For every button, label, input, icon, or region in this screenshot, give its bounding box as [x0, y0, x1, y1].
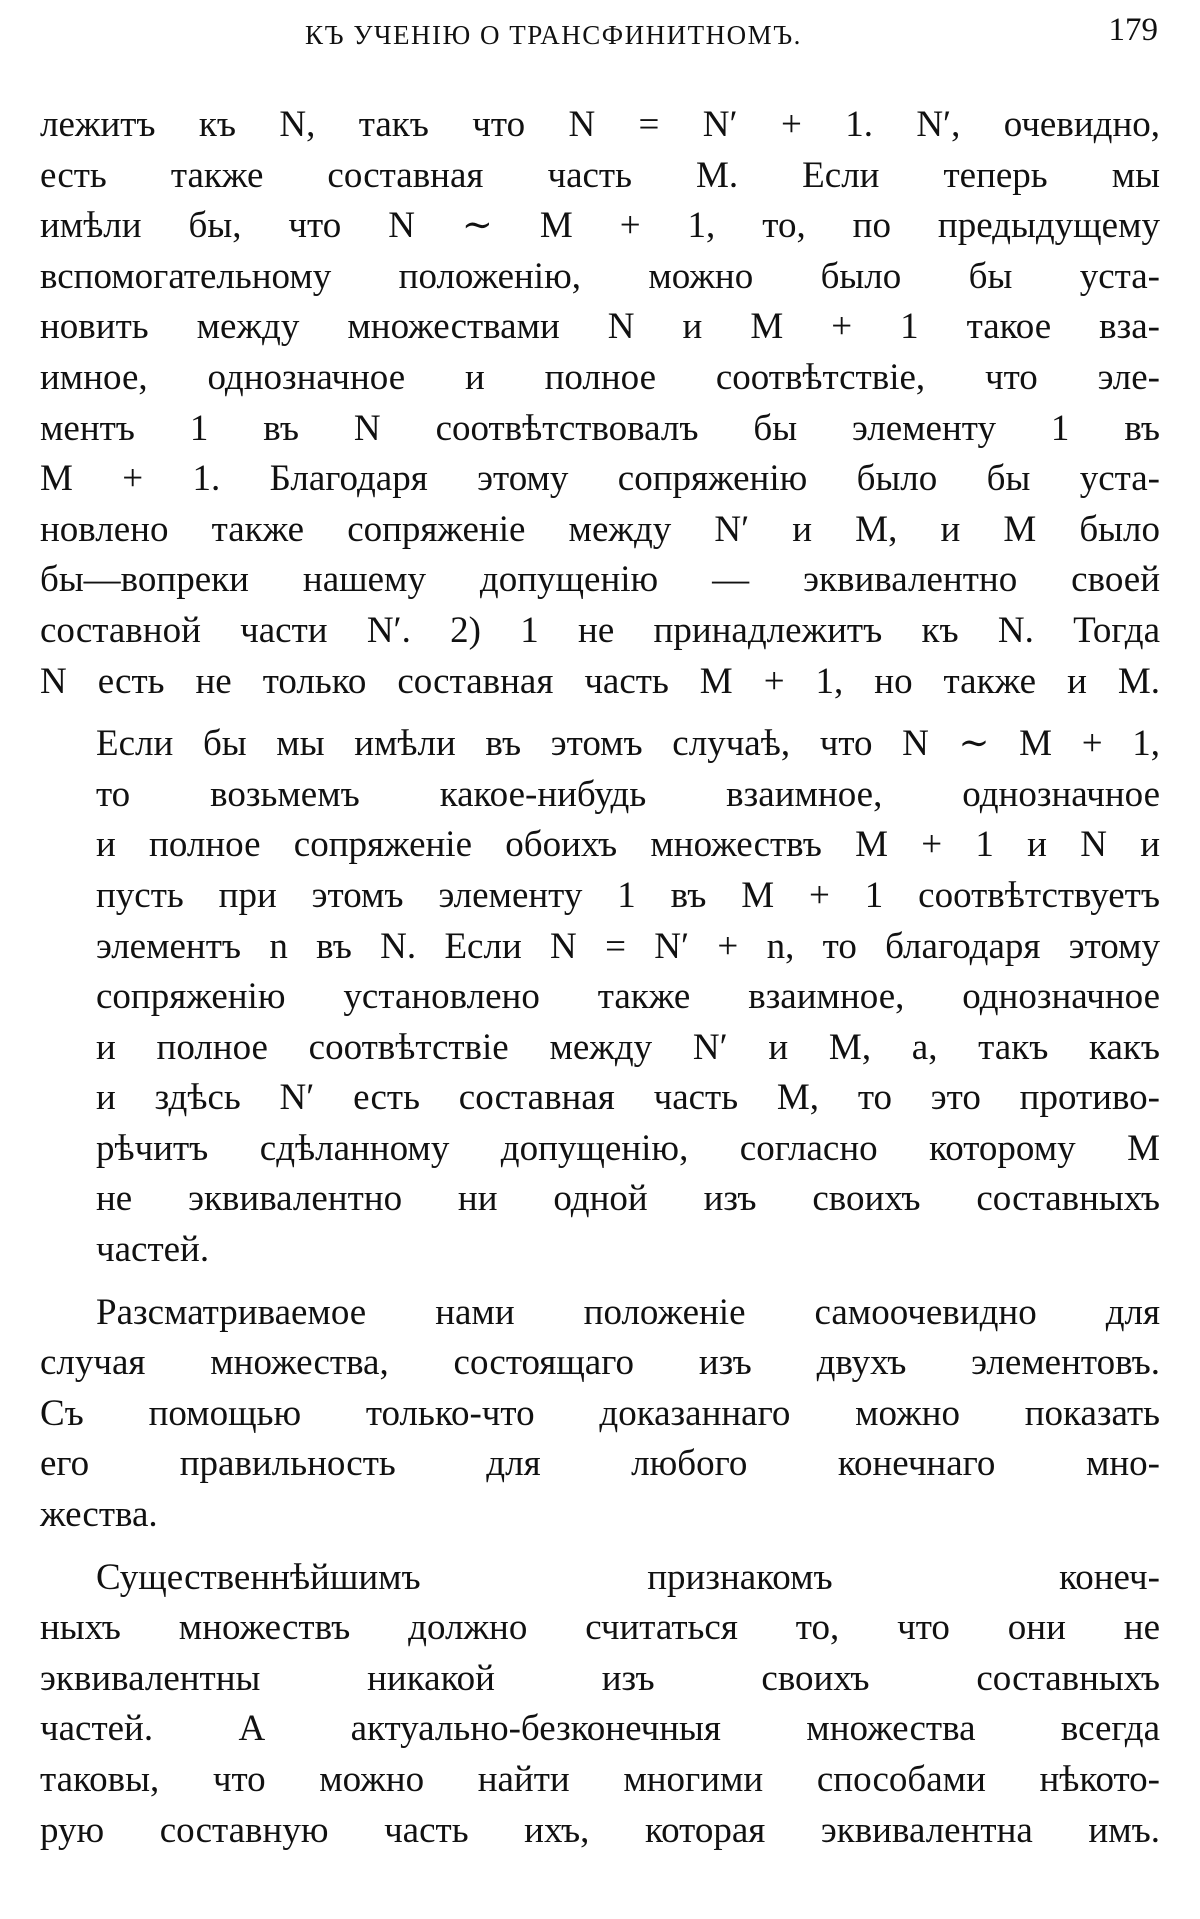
- paragraph: [40, 719, 1160, 1276]
- text-line: вспомогательному положенію, можно было бы уста-: [40, 255, 1160, 297]
- text-line: M + 1. Благодаря этому сопряженію было бы уста-: [40, 458, 1160, 500]
- body-text: [40, 100, 1160, 1856]
- page-header: [40, 10, 1160, 50]
- text-line: Съ помощью только-что доказаннаго можно показать: [40, 1392, 1160, 1434]
- text-line: лежитъ къ N, такъ что N = N′ + 1. N′, очевидно,: [40, 104, 1160, 145]
- text-line: ментъ 1 въ N соотвѣтствовалъ бы элементу 1 въ: [40, 407, 1160, 449]
- text-line: составной части N′. 2) 1 не принадлежитъ къ N. Тогда: [40, 609, 1160, 651]
- page-number: 179: [1108, 12, 1158, 48]
- text-line: частей.: [96, 1229, 210, 1271]
- text-line: то возьмемъ какое-нибудь взаимное, однозначное: [96, 773, 1160, 815]
- text-line: Разсматриваемое нами положеніе самоочевидно для: [96, 1291, 1160, 1333]
- text-line: сопряженію установлено также взаимное, однозначное: [96, 976, 1160, 1018]
- text-line: бы—вопреки нашему допущенію — эквивалентно своей: [40, 559, 1160, 601]
- text-line: элементъ n въ N. Если N = N′ + n, то благодаря этому: [96, 925, 1160, 967]
- text-line: есть также составная часть M. Если теперь мы: [40, 154, 1160, 196]
- text-line: случая множества, состоящаго изъ двухъ элементовъ.: [40, 1342, 1160, 1384]
- paragraph: [40, 1553, 1160, 1857]
- text-line: не эквивалентно ни одной изъ своихъ составныхъ: [96, 1178, 1160, 1220]
- text-line: новить между множествами N и M + 1 такое вза-: [40, 306, 1160, 348]
- text-line: и полное соотвѣтствіе между N′ и M, а, такъ какъ: [96, 1026, 1160, 1068]
- text-line: и здѣсь N′ есть составная часть M, то это противо-: [96, 1077, 1160, 1119]
- text-line: и полное сопряженіе обоихъ множествъ M + 1 и N и: [96, 824, 1160, 866]
- text-line: рѣчитъ сдѣланному допущенію, согласно которому M: [96, 1127, 1160, 1169]
- text-line: частей. А актуально-безконечныя множества всегда: [40, 1708, 1160, 1750]
- text-line: имное, однозначное и полное соотвѣтствіе, что эле-: [40, 356, 1160, 398]
- text-line: таковы, что можно найти многими способами нѣкото-: [40, 1759, 1160, 1800]
- running-title: КЪ УЧЕНІЮ О ТРАНСФИНИТНОМЪ.: [305, 20, 802, 50]
- text-line: Если бы мы имѣли въ этомъ случаѣ, что N ∼ M + 1,: [96, 723, 1160, 765]
- text-line: N есть не только составная часть M + 1, но также и M.: [40, 660, 1160, 702]
- text-line: новлено также сопряженіе между N′ и M, и M было: [40, 508, 1160, 550]
- text-line: эквивалентны никакой изъ своихъ составныхъ: [40, 1657, 1160, 1699]
- paragraph: [40, 100, 1160, 707]
- text-line: его правильность для любого конечнаго мно-: [40, 1443, 1160, 1485]
- paragraph: [40, 1288, 1160, 1541]
- text-line: пусть при этомъ элементу 1 въ M + 1 соотвѣтствуетъ: [96, 874, 1160, 916]
- text-line: Существеннѣйшимъ признакомъ конеч-: [96, 1556, 1160, 1598]
- book-page: [40, 10, 1160, 1868]
- text-line: жества.: [40, 1494, 158, 1536]
- text-line: имѣли бы, что N ∼ M + 1, то, по предыдущему: [40, 205, 1160, 247]
- text-line: рую составную часть ихъ, которая эквивалентна имъ.: [40, 1809, 1160, 1851]
- text-line: ныхъ множествъ должно считаться то, что они не: [40, 1607, 1160, 1649]
